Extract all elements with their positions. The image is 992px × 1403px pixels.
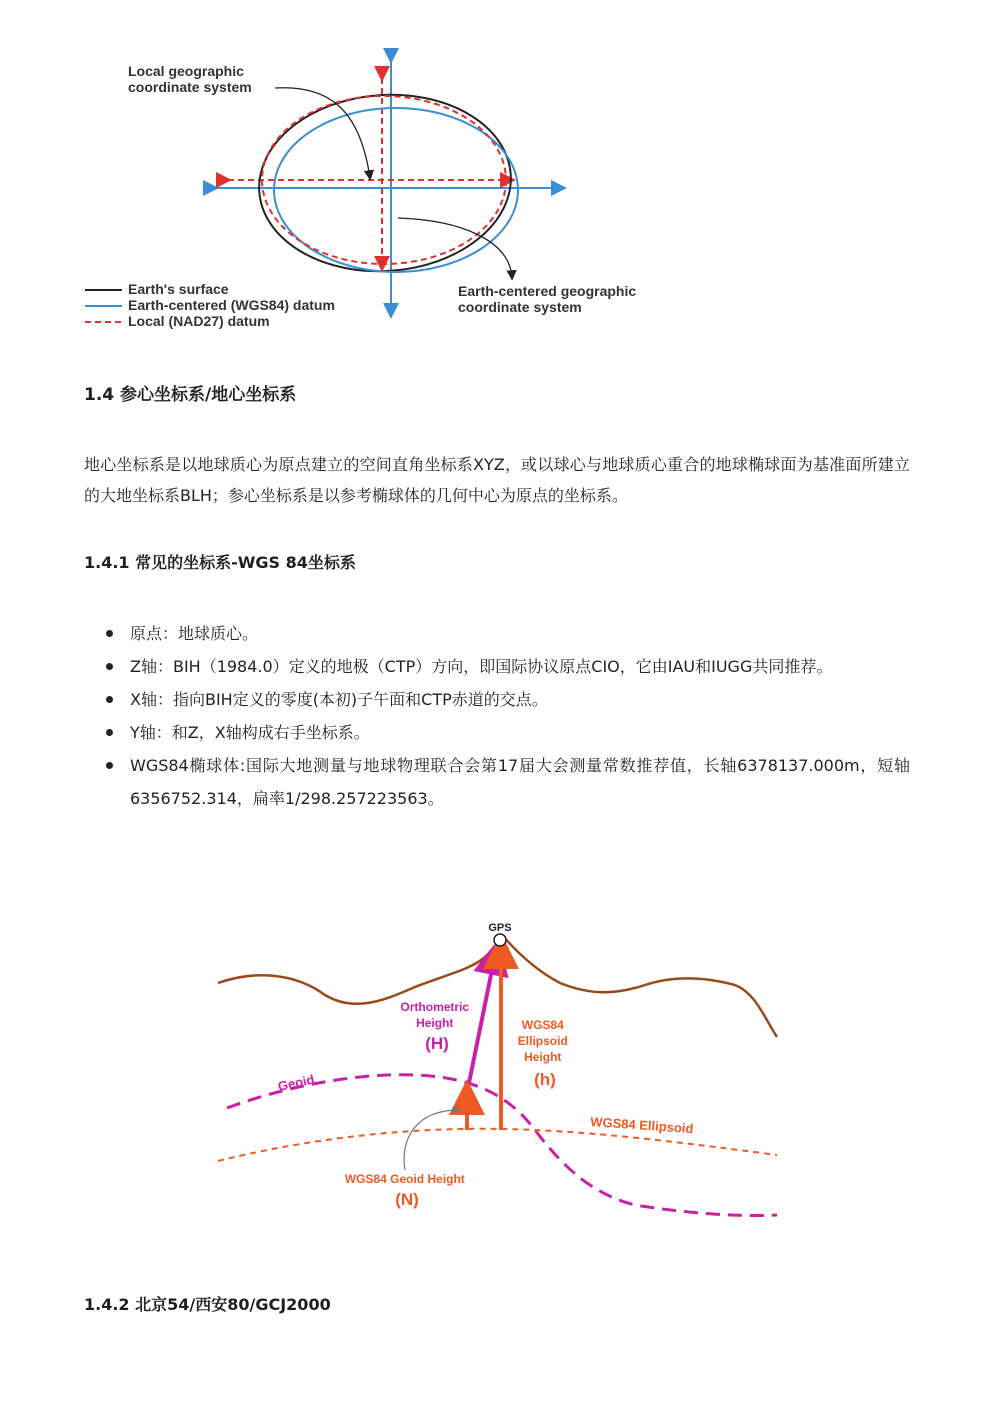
legend: [85, 281, 335, 329]
list-item: Z轴：BIH（1984.0）定义的地极（CTP）方向，即国际协议原点CIO，它由IAU和IUGG共同推荐。: [104, 650, 910, 683]
ellipsoid-line: [218, 1129, 777, 1161]
bullet-icon: [106, 630, 113, 637]
list-item: Y轴：和Z，X轴构成右手坐标系。: [104, 716, 910, 749]
terrain-surface-line: [218, 935, 777, 1037]
wgs84-datum-ellipse: [274, 108, 518, 272]
geoid-label: Geoid: [276, 1071, 316, 1094]
earth-centered-label: Earth-centered geographic coordinate system: [458, 283, 637, 315]
legend-wgs84-text: Earth-centered (WGS84) datum: [128, 297, 335, 313]
datum-diagram: [80, 40, 680, 340]
height-diagram: [215, 915, 780, 1225]
ellipsoid-height-label: WGS84 Ellipsoid Height (h): [517, 1018, 568, 1089]
local-system-pointer: [275, 88, 370, 178]
subsection-heading-wgs84: 1.4.1 常见的坐标系-WGS 84坐标系: [84, 553, 356, 572]
bullet-icon: [106, 762, 113, 769]
geoid-height-pointer: [404, 1110, 459, 1170]
list-item: 原点：地球质心。: [104, 617, 910, 650]
section-paragraph: 地心坐标系是以地球质心为原点建立的空间直角坐标系XYZ，或以球心与地球质心重合的地球椭球面为基准面所建立的大地坐标系BLH；参心坐标系是以参考椭球体的几何中心为原点的坐标系。: [84, 455, 910, 505]
legend-nad27-text: Local (NAD27) datum: [128, 313, 270, 329]
legend-earth-surface-text: Earth's surface: [128, 281, 229, 297]
ellipsoid-label: WGS84 Ellipsoid: [589, 1114, 694, 1137]
subsection-heading-beijing: 1.4.2 北京54/西安80/GCJ2000: [84, 1295, 331, 1314]
bullet-icon: [106, 663, 113, 670]
section-heading: 1.4 参心坐标系/地心坐标系: [84, 385, 297, 405]
geoid-height-label: WGS84 Geoid Height (N): [344, 1172, 465, 1209]
list-item: WGS84椭球体:国际大地测量与地球物理联合会第17届大会测量常数推荐值，长轴6378137.000m，短轴6356752.314，扁率1/298.257223563。: [104, 749, 910, 815]
gps-receiver-icon: [494, 934, 506, 946]
list-item: X轴：指向BIH定义的零度(本初)子午面和CTP赤道的交点。: [104, 683, 910, 716]
local-system-label: Local geographic coordinate system: [128, 63, 252, 95]
orthometric-label: Orthometric Height (H): [400, 1000, 470, 1053]
earth-centered-pointer: [398, 218, 512, 278]
gps-label: GPS: [488, 922, 512, 934]
orthometric-height-arrow: [469, 955, 495, 1083]
wgs84-definition-list: [104, 617, 910, 815]
bullet-icon: [106, 729, 113, 736]
bullet-icon: [106, 696, 113, 703]
